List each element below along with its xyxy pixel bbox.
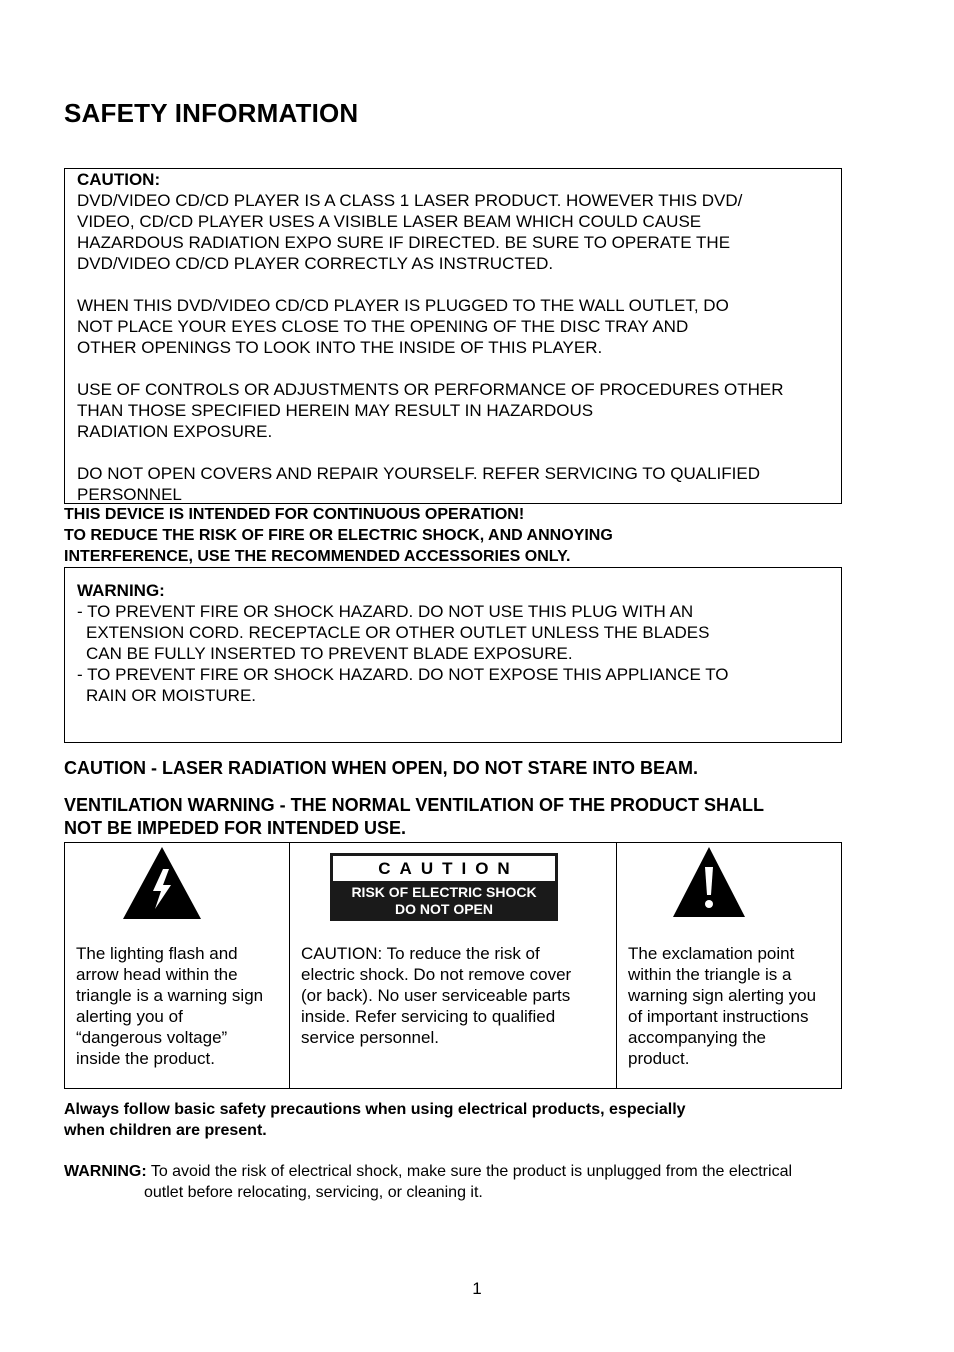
warning-box: WARNING: - TO PREVENT FIRE OR SHOCK HAZARD. DO NOT USE THIS PLUG WITH AN EXTENSION CORD. RECEPTACLE OR OTHER OUTLET UNLESS THE BLADES CAN BE FULLY INSERTED TO PREVENT BLADE EXPOSURE. - TO PREVENT FIRE OR SHOCK HAZARD. DO NOT EXPOSE THIS APPLIANCE TO RAIN OR MOISTURE. (64, 567, 842, 743)
caution-box (64, 168, 842, 504)
final-warning: WARNING: To avoid the risk of electrical shock, make sure the product is unplugged from the electrical outlet before relocating, servicing, or cleaning it. (64, 1163, 793, 1201)
lightning-triangle-icon (123, 847, 201, 919)
device-note: THIS DEVICE IS INTENDED FOR CONTINUOUS OPERATION! TO REDUCE THE RISK OF FIRE OR ELECTRIC SHOCK, AND ANNOYING INTERFERENCE, USE THE RECOMMENDED ACCESSORIES ONLY. (64, 506, 613, 565)
exclamation-description: The exclamation point within the triangle is a warning sign alerting you of important instructions accompanying the product. (628, 944, 817, 1068)
warning-label: WARNING: (77, 581, 165, 600)
exclamation-triangle-icon (673, 847, 745, 917)
lightning-description: The lighting flash and arrow head within the triangle is a warning sign alerting you of “dangerous voltage” inside the product. (76, 944, 264, 1068)
caution-label-description: CAUTION: To reduce the risk of electric shock. Do not remove cover (or back). No user serviceable parts inside. Refer servicing to qualified service personnel. (301, 944, 572, 1047)
laser-caution: CAUTION - LASER RADIATION WHEN OPEN, DO NOT STARE INTO BEAM. (64, 758, 698, 778)
caution-paragraph-1: DVD/VIDEO CD/CD PLAYER IS A CLASS 1 LASER PRODUCT. HOWEVER THIS DVD/ VIDEO, CD/CD PLAYER USES A VISIBLE LASER BEAM WHICH COULD CAUSE HAZARDOUS RADIATION EXPO SURE IF DIRECTED. BE SURE TO OPERATE THE DVD/VIDEO CD/CD PLAYER CORRECTLY AS INSTRUCTED. (77, 191, 743, 273)
symbol-cell-caution-label (290, 842, 617, 1089)
page-number: 1 (472, 1279, 482, 1298)
caution-label: CAUTION: (77, 170, 161, 189)
final-warning-label: WARNING: (64, 1163, 147, 1180)
symbol-cell-lightning (64, 842, 290, 1089)
symbol-cell-exclamation (617, 842, 842, 1089)
ventilation-warning: VENTILATION WARNING - THE NORMAL VENTILATION OF THE PRODUCT SHALL NOT BE IMPEDED FOR INTENDED USE. (64, 795, 764, 838)
caution-paragraph-3: USE OF CONTROLS OR ADJUSTMENTS OR PERFORMANCE OF PROCEDURES OTHER THAN THOSE SPECIFIED HEREIN MAY RESULT IN HAZARDOUS RADIATION EXPOSURE. (77, 380, 784, 441)
page-title: SAFETY INFORMATION (64, 98, 359, 128)
caution-paragraph-2: WHEN THIS DVD/VIDEO CD/CD PLAYER IS PLUGGED TO THE WALL OUTLET, DO NOT PLACE YOUR EYES CLOSE TO THE OPENING OF THE DISC TRAY AND OTHER OPENINGS TO LOOK INTO THE INSIDE OF THIS PLAYER. (77, 296, 729, 357)
symbols-table (64, 842, 842, 1089)
caution-paragraph-4: DO NOT OPEN COVERS AND REPAIR YOURSELF. REFER SERVICING TO QUALIFIED PERSONNEL (77, 464, 760, 504)
caution-label-icon: CAUTION RISK OF ELECTRIC SHOCK DO NOT OPEN (330, 853, 558, 921)
always-note: Always follow basic safety precautions when using electrical products, especially when children are present. (64, 1101, 686, 1139)
